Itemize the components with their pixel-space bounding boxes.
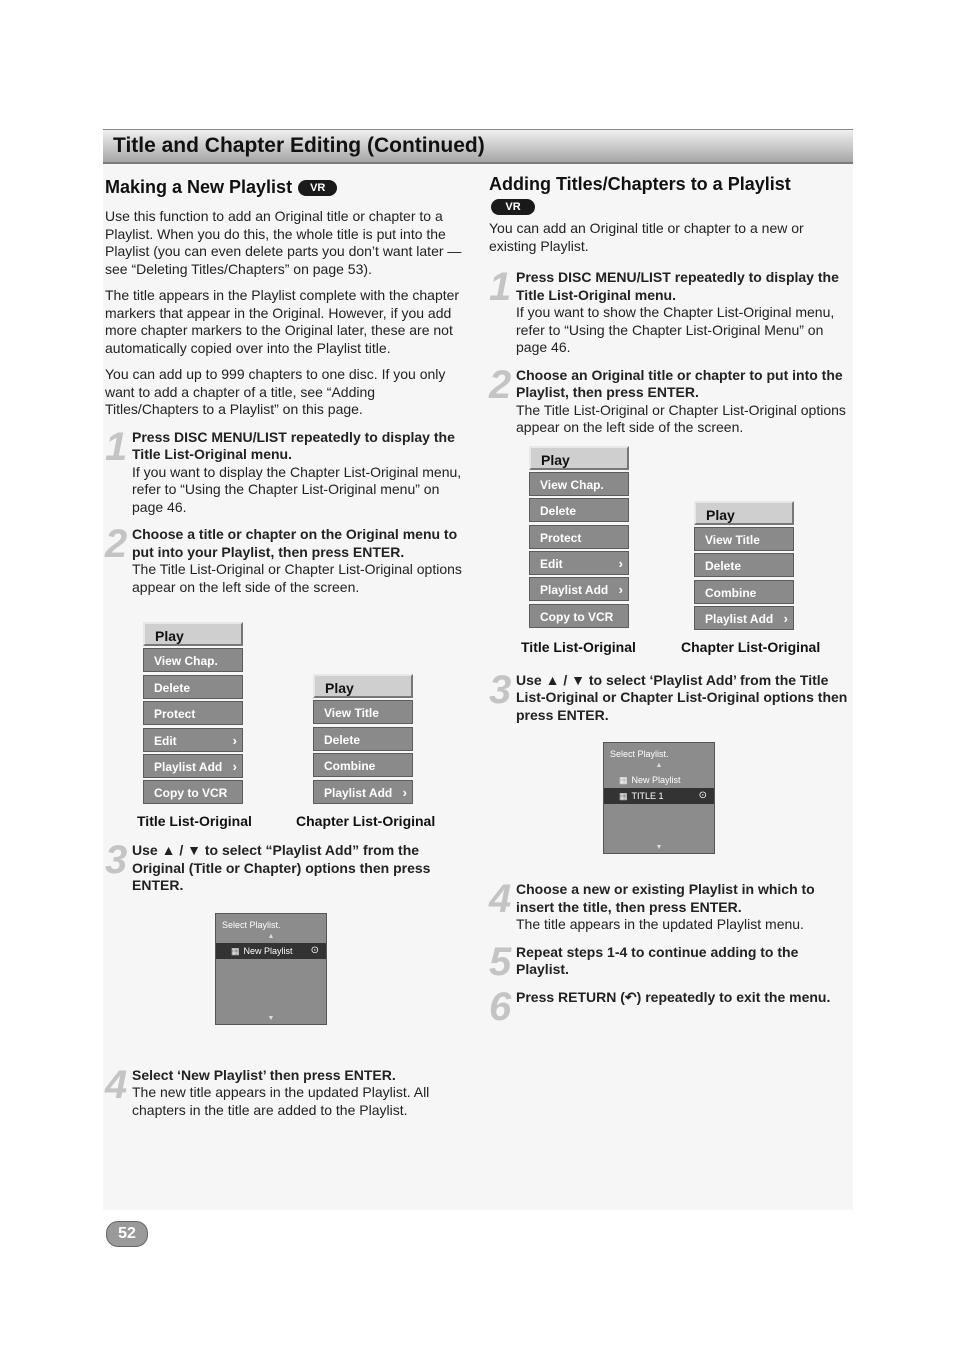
menu-item-view-title[interactable] <box>313 700 413 724</box>
title-list-original-menu <box>143 622 243 807</box>
section-heading-new-playlist <box>105 175 463 199</box>
step-instruction: Select ‘New Playlist’ then press ENTER. <box>132 1066 396 1083</box>
menu-item-label: Combine <box>705 585 757 600</box>
chevron-right-icon: › <box>618 556 623 572</box>
step-number: 4 <box>489 877 512 921</box>
playlist-option-new[interactable] <box>604 772 714 788</box>
menu-item-label: Copy to VCR <box>540 609 614 624</box>
step-detail: The Title List-Original or Chapter List-Original options appear on the left side of the screen. <box>132 561 462 595</box>
left-column <box>105 175 463 1119</box>
section-heading-adding-titles: Adding Titles/Chapters to a Playlist <box>489 174 791 194</box>
scroll-down-icon: ▼ <box>267 1014 275 1022</box>
scroll-up-icon: ▲ <box>655 762 663 769</box>
menu-item-view-title[interactable] <box>694 527 794 551</box>
osd-area <box>489 724 851 869</box>
chapter-list-caption: Chapter List-Original <box>296 813 436 829</box>
intro-paragraph: The title appears in the Playlist complete with the chapter markers that appear in the Original. However, if you add more chapter markers to the Original later, these are not automatically copied over into the Playlist title. <box>105 287 460 356</box>
playlist-icon: ▦ <box>619 775 628 785</box>
menu-item-play[interactable]: Play <box>529 446 629 470</box>
menu-item-protect[interactable] <box>143 701 243 725</box>
step-detail: If you want to show the Chapter List-Original menu, refer to “Using the Chapter List-Original Menu” on page 46. <box>516 304 835 355</box>
chevron-right-icon: › <box>232 758 237 774</box>
step-number: 4 <box>105 1062 128 1107</box>
menu-item-protect[interactable] <box>529 525 629 549</box>
menu-item-playlist-add[interactable] <box>529 577 629 601</box>
chapter-list-original-menu <box>694 501 794 633</box>
title-list-original-menu <box>529 446 629 631</box>
menu-item-label: View Chap. <box>540 477 604 492</box>
scroll-up-icon: ▲ <box>267 932 275 940</box>
menu-item-playlist-add[interactable] <box>694 606 794 630</box>
right-column <box>489 172 851 1029</box>
menu-item-view-chap[interactable] <box>529 472 629 496</box>
playlist-icon: ▦ <box>231 945 240 956</box>
page-number: 52 <box>106 1221 148 1247</box>
enter-icon: ⊙ <box>698 790 707 801</box>
heading-text: Making a New Playlist <box>105 177 293 197</box>
playlist-option-new[interactable] <box>216 943 326 959</box>
osd-area <box>105 895 463 1055</box>
chevron-right-icon: › <box>783 611 788 627</box>
playlist-option-label: TITLE 1 <box>631 791 664 801</box>
step-detail: If you want to display the Chapter List-Original menu, refer to “Using the Chapter List-Original menu” on page 46. <box>132 463 462 515</box>
playlist-option-title-1[interactable] <box>604 788 714 804</box>
step-instruction: Use ▲ / ▼ to select “Playlist Add” from the Original (Title or Chapter) options then press ENTER. <box>132 842 431 893</box>
menu-item-label: View Title <box>705 532 760 547</box>
intro-paragraph: Use this function to add an Original title or chapter to a Playlist. When you do this, the whole title is put into the Playlist (you can even delete parts you don’t want later — see “Deleting Titles/Chapters” on page 53). <box>105 208 462 277</box>
step-instruction: Choose a new or existing Playlist in which to insert the title, then press ENTER. <box>516 881 815 915</box>
menu-item-combine[interactable] <box>313 753 413 777</box>
chapter-list-original-menu <box>313 674 413 806</box>
scroll-down-icon: ▼ <box>655 844 663 851</box>
enter-icon: ⊙ <box>310 944 319 956</box>
step-4 <box>105 1062 463 1120</box>
menu-item-label: Edit <box>540 557 563 572</box>
menu-item-playlist-add[interactable] <box>313 780 413 804</box>
step-number: 1 <box>105 424 128 469</box>
menu-item-label: Delete <box>540 504 577 519</box>
menu-item-label: Delete <box>705 559 742 574</box>
title-list-caption: Title List-Original <box>521 638 636 655</box>
page-title-bar <box>103 129 853 164</box>
menu-item-copy-to-vcr[interactable] <box>143 780 243 804</box>
menu-item-label: View Title <box>324 706 379 721</box>
select-playlist-screen <box>603 742 715 854</box>
playlist-icon: ▦ <box>619 791 628 801</box>
step-number: 3 <box>105 838 128 882</box>
step-instruction: Use ▲ / ▼ to select ‘Playlist Add’ from the Title List-Original or Chapter List-Original options then press ENTER. <box>516 671 848 723</box>
intro-paragraph: You can add an Original title or chapter to a new or existing Playlist. <box>489 220 804 254</box>
step-instruction: Repeat steps 1-4 to continue adding to the Playlist. <box>516 943 799 977</box>
step-detail: The Title List-Original or Chapter List-Original options appear on the left side of the screen. <box>516 401 846 435</box>
menu-item-label: Playlist Add <box>154 759 223 774</box>
chapter-list-caption: Chapter List-Original <box>681 638 821 655</box>
step-5 <box>489 939 851 984</box>
step-detail: The title appears in the updated Playlist menu. <box>516 916 804 932</box>
chevron-right-icon: › <box>232 732 237 748</box>
vr-badge: VR <box>491 199 535 215</box>
menu-item-label: Playlist Add <box>540 583 609 598</box>
step-text: ) repeatedly to exit the menu. <box>636 988 831 1005</box>
menu-item-combine[interactable] <box>694 580 794 604</box>
menu-item-label: Combine <box>324 759 376 774</box>
menu-item-edit[interactable] <box>529 551 629 575</box>
title-list-caption: Title List-Original <box>137 813 252 829</box>
menu-item-delete[interactable] <box>143 675 243 699</box>
step-instruction: Press DISC MENU/LIST repeatedly to display the Title List-Original menu. <box>516 269 839 303</box>
vr-badge: VR <box>298 180 337 196</box>
page-title: Title and Chapter Editing (Continued) <box>113 134 485 157</box>
menu-item-label: View Chap. <box>154 654 218 669</box>
menu-item-delete[interactable] <box>313 727 413 751</box>
menu-item-play[interactable]: Play <box>143 622 243 646</box>
step-detail: The new title appears in the updated Playlist. All chapters in the title are added to the Playlist. <box>132 1084 430 1118</box>
menu-item-label: Delete <box>154 680 191 695</box>
return-icon: ↶ <box>624 988 637 1005</box>
step-number: 5 <box>489 939 512 984</box>
menu-item-label: Protect <box>154 707 196 722</box>
menu-item-copy-to-vcr[interactable] <box>529 604 629 628</box>
step-number: 2 <box>105 522 128 566</box>
step-number: 2 <box>489 362 512 407</box>
menu-item-label: Copy to VCR <box>154 786 228 801</box>
menu-item-delete[interactable] <box>694 553 794 577</box>
playlist-option-label: New Playlist <box>631 775 681 785</box>
step-number: 3 <box>489 667 512 712</box>
step-3 <box>105 838 463 895</box>
step-1 <box>489 265 851 357</box>
step-instruction: Press DISC MENU/LIST repeatedly to display the Title List-Original menu. <box>132 428 455 462</box>
chevron-right-icon: › <box>618 582 623 598</box>
osd-title: Select Playlist. <box>610 749 669 759</box>
menu-item-playlist-add[interactable] <box>143 754 243 778</box>
menu-item-edit[interactable] <box>143 728 243 752</box>
step-instruction <box>516 989 830 1005</box>
menu-item-play[interactable]: Play <box>313 674 413 698</box>
playlist-option-label: New Playlist <box>243 945 293 956</box>
step-number: 6 <box>489 984 512 1029</box>
step-text: Press RETURN ( <box>516 988 625 1005</box>
menu-item-play[interactable]: Play <box>694 501 794 525</box>
step-6 <box>489 984 851 1029</box>
menu-item-label: Delete <box>324 732 361 747</box>
menu-illustrations <box>105 622 463 840</box>
menu-illustrations <box>489 446 851 670</box>
intro-paragraph: You can add up to 999 chapters to one disc. If you only want to add a chapter of a title, see “Adding Titles/Chapters to a Playlist” on this page. <box>105 366 446 417</box>
step-instruction: Choose a title or chapter on the Original menu to put into your Playlist, then press ENTER. <box>132 526 458 560</box>
menu-item-label: Protect <box>540 530 582 545</box>
chevron-right-icon: › <box>402 784 407 800</box>
step-4 <box>489 877 851 934</box>
menu-item-delete[interactable] <box>529 498 629 522</box>
osd-title: Select Playlist. <box>222 919 281 930</box>
menu-item-label: Edit <box>154 733 177 748</box>
step-3 <box>489 667 851 725</box>
menu-item-label: Playlist Add <box>324 785 393 800</box>
select-playlist-screen <box>215 913 327 1025</box>
step-number: 1 <box>489 265 512 309</box>
step-1 <box>105 424 463 517</box>
menu-item-view-chap[interactable] <box>143 648 243 672</box>
step-2 <box>105 522 463 596</box>
step-2 <box>489 362 851 437</box>
menu-item-label: Playlist Add <box>705 612 774 627</box>
step-instruction: Choose an Original title or chapter to put into the Playlist, then press ENTER. <box>516 366 843 400</box>
